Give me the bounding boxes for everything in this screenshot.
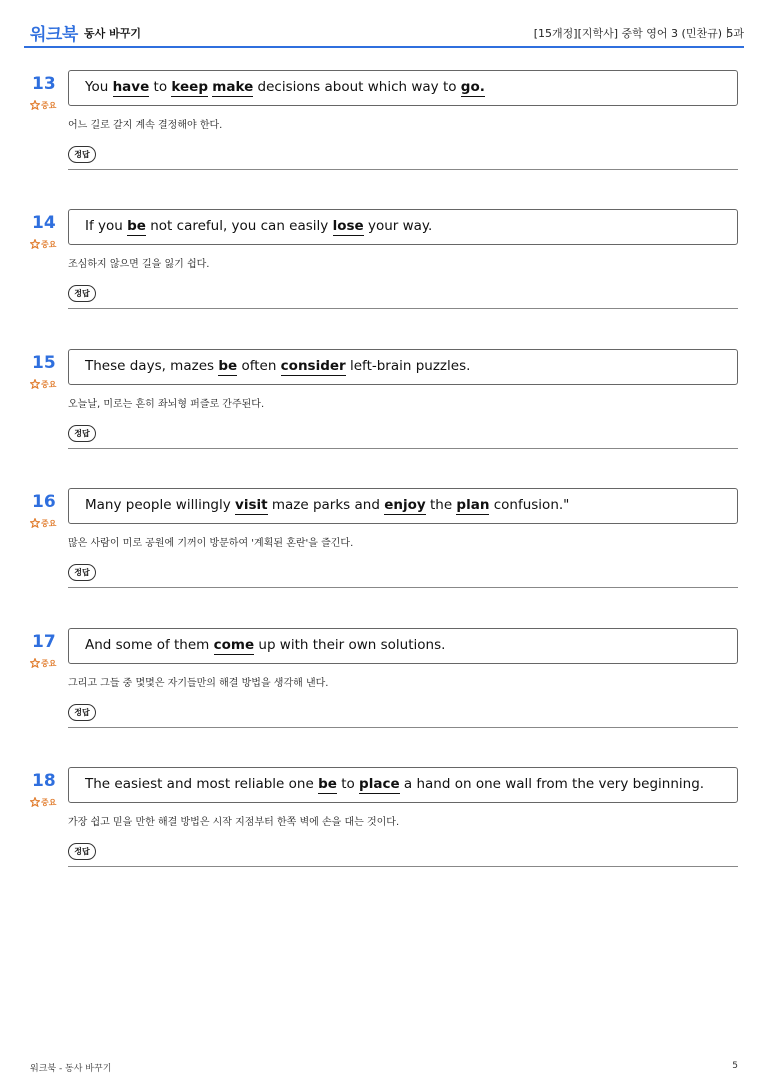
answer-line [68, 866, 738, 867]
sentence-text: You [85, 79, 113, 95]
important-badge [30, 518, 56, 529]
question-item [28, 767, 738, 869]
verb-blank[interactable]: plan [456, 497, 490, 513]
sentence-text: maze parks and [267, 497, 385, 513]
sentence-text: confusion." [489, 497, 570, 513]
question-item [28, 349, 738, 451]
sentence-box [68, 209, 738, 245]
page-header [24, 18, 744, 48]
answer-button[interactable]: 정답 [68, 704, 96, 721]
question-number: 17 [32, 632, 56, 652]
question-number: 15 [32, 353, 56, 373]
brand-title: 워크북 [30, 25, 78, 45]
question-number: 16 [32, 492, 56, 512]
important-star-icon [30, 239, 40, 249]
important-label: 중요 [41, 101, 57, 110]
answer-line [68, 448, 738, 449]
important-label: 중요 [41, 519, 57, 528]
sentence-text: These days, mazes [85, 358, 219, 374]
korean-translation: 조심하지 않으면 길을 잃기 쉽다. [68, 259, 210, 270]
sentence-text: often [237, 358, 281, 374]
question-number: 18 [32, 771, 56, 791]
korean-translation: 많은 사람이 미로 공원에 기꺼이 방문하여 '계획된 혼란'을 즐긴다. [68, 538, 354, 549]
sentence-box [68, 70, 738, 106]
sentence-text: up with their own solutions. [254, 637, 446, 653]
page-number: 5 [732, 1061, 738, 1071]
verb-blank[interactable]: lose [332, 218, 364, 234]
verb-blank[interactable]: go. [460, 79, 485, 95]
important-badge [30, 100, 56, 111]
sentence-box [68, 767, 738, 803]
verb-blank[interactable]: make [212, 79, 254, 95]
sentence-text: And some of them [85, 637, 214, 653]
important-star-icon [30, 797, 40, 807]
sentence-box [68, 488, 738, 524]
sentence-text: left-brain puzzles. [345, 358, 471, 374]
verb-blank[interactable]: keep [171, 79, 208, 95]
important-badge [30, 797, 56, 808]
answer-button[interactable]: 정답 [68, 564, 96, 581]
answer-button[interactable]: 정답 [68, 146, 96, 163]
book-info: [15개정][지학사] 중학 영어 3 (민찬규) [533, 27, 722, 40]
answer-line [68, 587, 738, 588]
korean-translation: 어느 길로 갈지 계속 결정해야 한다. [68, 120, 223, 131]
verb-blank[interactable]: have [112, 79, 150, 95]
answer-line [68, 169, 738, 170]
sentence-text: the [425, 497, 457, 513]
sentence-text: not careful, you can easily [145, 218, 333, 234]
footer-label: 워크북 - 동사 바꾸기 [30, 1064, 112, 1074]
sentence-text: The easiest and most reliable one [85, 776, 319, 792]
verb-blank[interactable]: visit [235, 497, 268, 513]
sentence-text: decisions about which way to [253, 79, 461, 95]
verb-blank[interactable]: be [127, 218, 146, 234]
sentence-text: to [336, 776, 360, 792]
important-star-icon [30, 518, 40, 528]
answer-button[interactable]: 정답 [68, 425, 96, 442]
important-label: 중요 [41, 240, 57, 249]
lesson-label: 5과 [726, 27, 744, 40]
important-badge [30, 379, 56, 390]
question-item [28, 209, 738, 311]
sentence-box [68, 349, 738, 385]
korean-translation: 그리고 그들 중 몇몇은 자기들만의 해결 방법을 생각해 낸다. [68, 678, 329, 689]
answer-line [68, 308, 738, 309]
question-item [28, 70, 738, 172]
sentence-box [68, 628, 738, 664]
korean-translation: 오늘날, 미로는 흔히 좌뇌형 퍼즐로 간주된다. [68, 399, 265, 410]
important-badge [30, 658, 56, 669]
important-badge [30, 239, 56, 250]
answer-button[interactable]: 정답 [68, 843, 96, 860]
important-label: 중요 [41, 798, 57, 807]
answer-button[interactable]: 정답 [68, 285, 96, 302]
question-item [28, 488, 738, 590]
korean-translation: 가장 쉽고 믿을 만한 해결 방법은 시작 지점부터 한쪽 벽에 손을 대는 것이다. [68, 817, 400, 828]
verb-blank[interactable]: place [359, 776, 400, 792]
verb-blank[interactable]: enjoy [384, 497, 426, 513]
sentence-text: a hand on one wall from the very beginning. [399, 776, 705, 792]
question-number: 13 [32, 74, 56, 94]
answer-line [68, 727, 738, 728]
important-label: 중요 [41, 380, 57, 389]
section-subtitle: 동사 바꾸기 [84, 27, 141, 40]
question-item [28, 628, 738, 730]
important-star-icon [30, 658, 40, 668]
sentence-text: Many people willingly [85, 497, 236, 513]
verb-blank[interactable]: come [213, 637, 255, 653]
verb-blank[interactable]: be [218, 358, 238, 374]
sentence-text: If you [85, 218, 128, 234]
question-number: 14 [32, 213, 56, 233]
verb-blank[interactable]: be [318, 776, 337, 792]
important-star-icon [30, 379, 40, 389]
important-label: 중요 [41, 659, 57, 668]
verb-blank[interactable]: consider [280, 358, 346, 374]
sentence-text: your way. [363, 218, 433, 234]
sentence-text: to [149, 79, 172, 95]
important-star-icon [30, 100, 40, 110]
